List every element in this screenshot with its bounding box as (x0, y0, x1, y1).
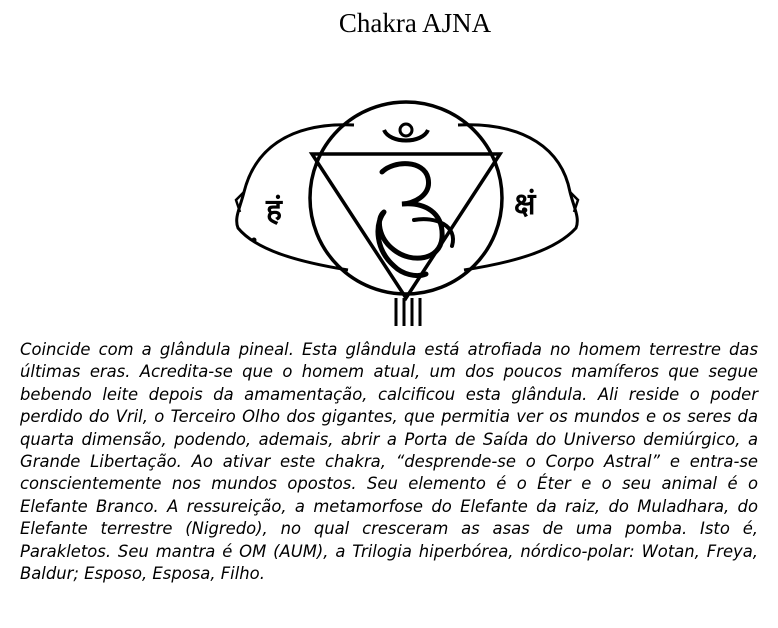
om-bindu-icon (400, 124, 412, 136)
body-paragraph: Coincide com a glândula pineal. Esta glândula está atrofiada no homem terrestre das últimas eras. Acredita-se que o homem atual, um dos poucos mamíferos que segue bebendo leite depois da amamentação, calcificou esta glândula. Ali reside o poder perdido do Vril, o Terceiro Olho dos gigantes, que permitia ver os mundos e os seres da quarta dimensão, podendo, ademais, abrir a Porta de Saída do Universo demiúrgico, a Grande Libertação. Ao ativar este chakra, “desprende-se o Corpo Astral” e entra-se conscientemente nos mundos opostos. Seu elemento é o Éter e o seu animal é o Elefante Branco. A ressureição, a metamorfose do Elefante da raiz, do Muladhara, do Elefante terrestre (Nigredo), no qual cresceram as asas de uma pomba. Isto é, Parakletos. Seu mantra é OM (AUM), a Trilogia hiperbórea, nórdico-polar: Wotan, Freya, Baldur; Esposo, Esposa, Filho. (20, 340, 758, 584)
ajna-chakra-emblem (226, 100, 586, 330)
inverted-triangle-icon (312, 154, 500, 298)
ajna-chakra-om-emblem-icon (226, 100, 586, 330)
page-title: Chakra AJNA (338, 8, 492, 38)
right-syllable: क्षं (514, 187, 536, 222)
left-petal-icon (237, 125, 354, 270)
left-syllable: हं (266, 193, 282, 228)
dot-mark-icon (252, 238, 257, 243)
